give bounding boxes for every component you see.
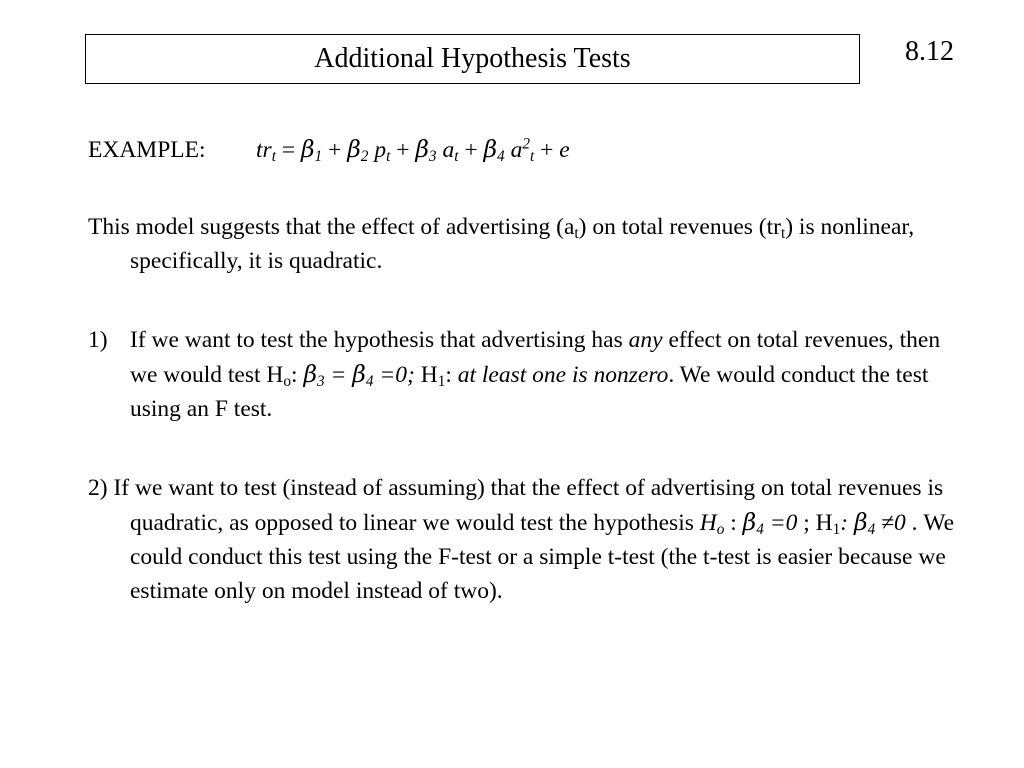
slide-title: Additional Hypothesis Tests (314, 43, 631, 74)
list-item-2: 2) If we want to test (instead of assuming) that the effect of advertising on total revenues is quadratic, as opposed to linear we would test the hypothesis $H_o$ : $\beta_4 =0$ ; $H_1$: $\beta_4 \ne 0$ . We could conduct this test using the F-test or a simple t-test (the t-test is easier because we estimate only on model instead of two). (88, 475, 955, 604)
slide-number: 8.12 (905, 36, 954, 67)
list-number-2: 2) (88, 475, 114, 501)
example-equation: $tr_t = \beta_1 + \beta_2$ $p_t + \beta_3$ $a_t + \beta_4$ $a^2_t + e$ (256, 135, 570, 165)
list-item-1: 1) If we want to test the hypothesis that advertising has any effect on total revenues, then we would test $H_o$: $\beta_3 = \beta_4 =0$; $H_1$: at least one is nonzero. We would conduct the test using an F test. (88, 323, 958, 426)
intro-paragraph: This model suggests that the effect of advertising $(a_t)$ on total revenues $(tr_t)$ is nonlinear, specifically, it is quadratic. (88, 214, 915, 274)
title-box (85, 34, 860, 84)
slide-body (88, 132, 958, 608)
example-label: EXAMPLE: (88, 137, 206, 163)
list-number-1: 1) (88, 327, 108, 353)
example-line (88, 132, 958, 167)
